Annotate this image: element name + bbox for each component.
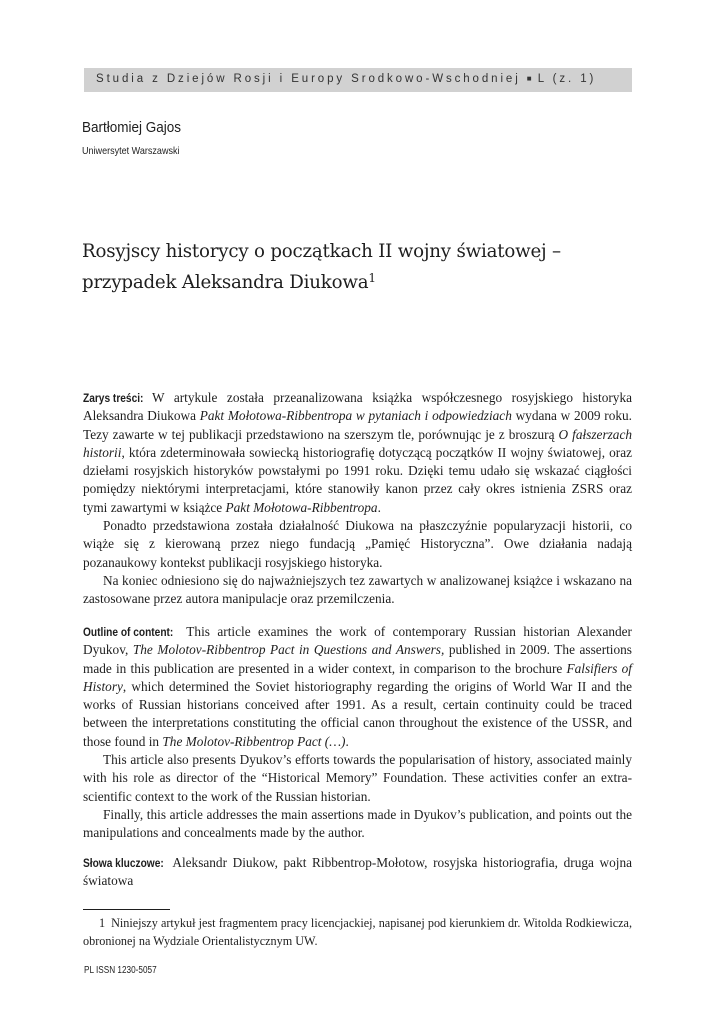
author-affiliation: Uniwersytet Warszawski bbox=[82, 145, 180, 157]
footnote-number: 1 bbox=[99, 916, 106, 930]
book-title-italic: Falsifiers of History bbox=[83, 660, 632, 694]
title-footnote-mark[interactable]: 1 bbox=[368, 271, 376, 285]
abstract-text: W artykule została przeanalizowana książka współczesnego rosyjskiego historyka Aleksandra Diukowa bbox=[83, 390, 632, 424]
abstract-polish-paragraph-2: Ponadto przedstawiona została działalność Diukowa na płaszczyźnie popularyzacji historii, co wiąże się z kierowaną przez niego fundacją „Pamięć Historyczna”. Owe działania nadają pozanaukowy kontekst publikacji rosyjskiego historyka. bbox=[83, 518, 632, 570]
keywords-text: Aleksandr Diukow, pakt Ribbentrop-Mołotow, rosyjska historiografia, druga wojna światowa bbox=[83, 855, 632, 889]
abstract-text: , która zdeterminowała sowiecką historiografię dotyczącą początków II wojny światowej, oraz dziełami rosyjskich historyków powstałymi po 1991 roku. Dzięki temu udało się wskazać ciągłości pomiędzy niektórymi interpretacjami, które stanowiły kanon przez cały okres istnienia ZSRS oraz tymi zawartymi w książce bbox=[83, 444, 632, 515]
abstract-english-paragraph-2: This article also presents Dyukov’s efforts towards the popularisation of history, associated mainly with his role as director of the “Historical Memory” Foundation. These activities confer an extra-scientific context to the work of the Russian historian. bbox=[83, 752, 632, 804]
book-title-italic: Pakt Mołotowa-Ribbentropa bbox=[225, 499, 378, 515]
keywords bbox=[83, 854, 632, 891]
article-title-text: Rosyjscy historycy o początkach II wojny światowej – przypadek Aleksandra Diukowa bbox=[82, 241, 561, 293]
abstract-text: published in 2009. The assertions made in this publication are presented in a wider context, in comparison to the brochure bbox=[83, 642, 632, 676]
footnote-text: Niniejszy artykuł jest fragmentem pracy licencjackiej, napisanej pod kierunkiem dr. Witolda Rodkiewicza, obronionej na Wydziale Orientalistycznym UW. bbox=[83, 916, 632, 948]
header-separator: ■ bbox=[526, 74, 532, 83]
keywords-paragraph bbox=[83, 854, 632, 891]
journal-header-bar bbox=[84, 68, 632, 92]
book-title-italic: O fałszerzach historii bbox=[83, 426, 632, 460]
abstract-text: wydana w 2009 roku. Tezy zawarte w tej publikacji przedstawiono na szerszym tle, porównując je z broszurą bbox=[83, 408, 632, 442]
abstract-english bbox=[83, 623, 632, 843]
abstract-polish-paragraph-3: Na koniec odniesiono się do najważniejszych tez zawartych w analizowanej książce i wskazano na zastosowane przez autora manipulacje oraz przemilczenia. bbox=[83, 572, 632, 607]
journal-header-text bbox=[96, 73, 626, 85]
abstract-english-paragraph-3: Finally, this article addresses the main assertions made in Dyukov’s publication, and points out the manipulations and concealments made by the author. bbox=[83, 806, 632, 841]
book-title-italic: The Molotov-Ribbentrop Pact in Questions and Answers, bbox=[132, 642, 445, 658]
journal-volume: L (z. 1) bbox=[537, 73, 597, 85]
abstract-text: This article examines the work of contemporary Russian historian Alexander Dyukov, bbox=[83, 624, 632, 658]
abstract-polish bbox=[83, 389, 632, 609]
article-title bbox=[82, 238, 642, 296]
footnote-divider bbox=[83, 909, 170, 910]
abstract-polish-label: Zarys treści: bbox=[83, 391, 144, 405]
footnote bbox=[83, 914, 632, 950]
journal-name: Studia z Dziejów Rosji i Europy Środkowo-Wschodniej bbox=[96, 73, 521, 85]
abstract-polish-paragraph-1 bbox=[83, 389, 632, 517]
book-title-italic: Pakt Mołotowa-Ribbentropa w pytaniach i odpowiedziach bbox=[199, 408, 512, 424]
abstract-text: . bbox=[345, 733, 349, 749]
author-name: Bartłomiej Gajos bbox=[82, 119, 182, 136]
abstract-text: , which determined the Soviet historiography regarding the origins of World War II and the works of Russian historians conceived after 1991. As a result, certain continuity could be traced between the interpretations constituting the official canon throughout the existence of the USSR, and those found in bbox=[83, 678, 632, 749]
abstract-english-paragraph-1 bbox=[83, 623, 632, 751]
abstract-text: . bbox=[377, 499, 381, 515]
abstract-english-label: Outline of content: bbox=[83, 625, 174, 639]
issn: PL ISSN 1230-5057 bbox=[84, 965, 157, 976]
book-title-italic: The Molotov-Ribbentrop Pact (…) bbox=[162, 733, 346, 749]
keywords-label: Słowa kluczowe: bbox=[83, 856, 164, 870]
